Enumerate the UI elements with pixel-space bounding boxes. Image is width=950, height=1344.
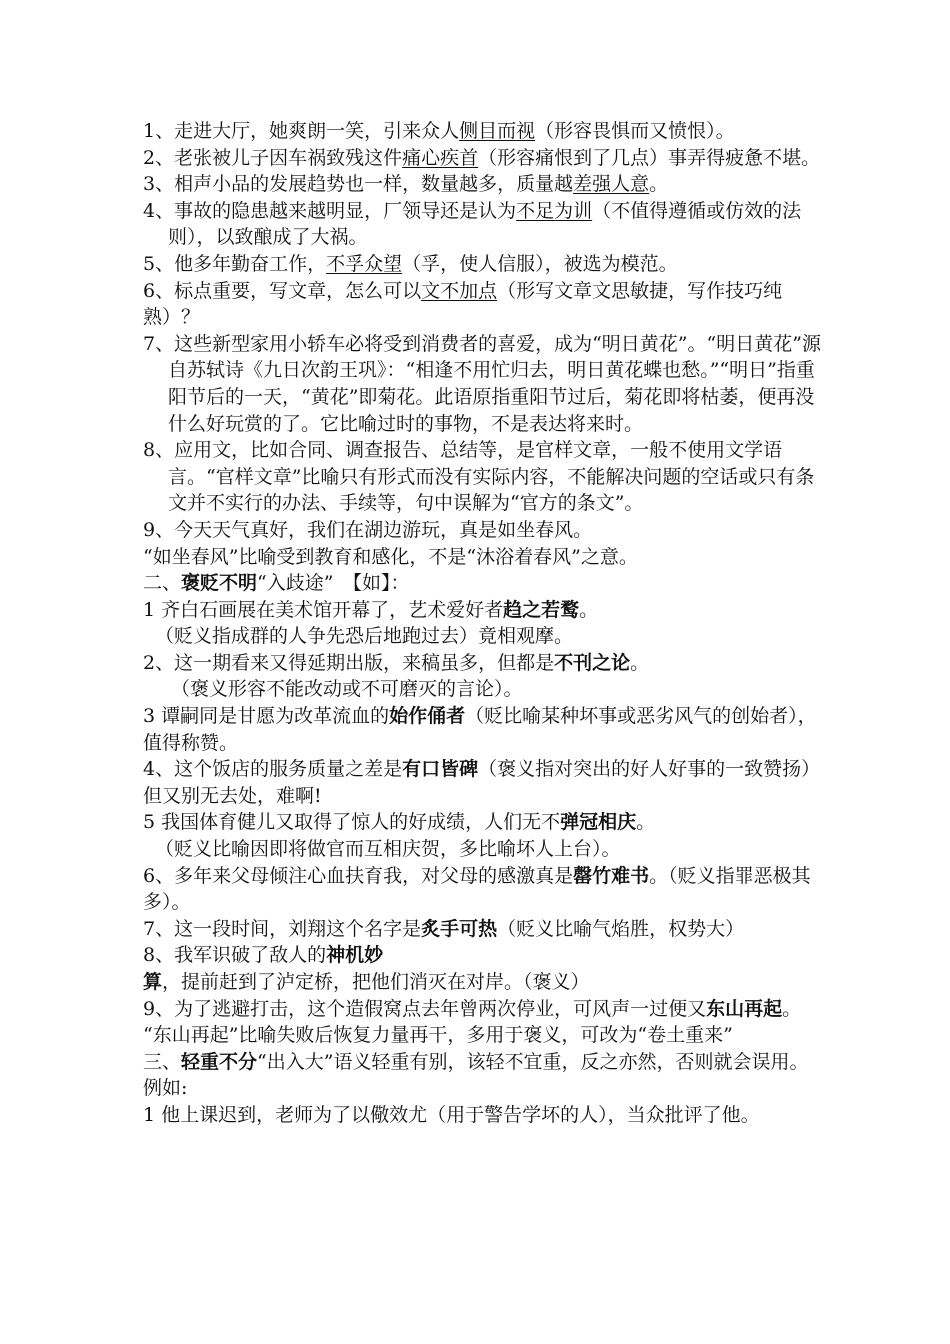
example-2-note: （褒义形容不能改动或不可磨灭的言论）。 — [171, 678, 523, 701]
text: 5 我国体育健儿又取得了惊人的好成绩，人们无不 — [143, 811, 561, 834]
document-page — [143, 118, 823, 1129]
text: 3 谭嗣同是甘愿为改革流血的 — [143, 705, 390, 728]
text: 。 — [782, 997, 802, 1020]
section-2-heading — [143, 570, 823, 597]
item-1 — [143, 118, 823, 145]
heading-bold: 褒贬不明 — [181, 572, 258, 595]
idiom: 趋之若鹜 — [503, 598, 580, 621]
example-9 — [143, 996, 823, 1023]
section-3-example-1: 1 他上课迟到，老师为了以儆效尤（用于警告学坏的人），当众批评了他。 — [143, 1103, 760, 1126]
section-3-heading — [143, 1049, 823, 1102]
idiom: 不足为训 — [516, 199, 593, 222]
text: 2、老张被儿子因车祸致残这件 — [143, 146, 403, 169]
text: 9、为了逃避打击，这个造假窝点去年曾两次停业，可风声一过便又 — [143, 997, 707, 1020]
example-7 — [143, 916, 823, 943]
text: 4、这个饭店的服务质量之差是 — [143, 758, 403, 781]
item-9-note: “如坐春风”比喻受到教育和感化，不是“沐浴着春风”之意。 — [143, 545, 638, 568]
text: 。 — [649, 173, 669, 196]
item-4 — [143, 198, 823, 251]
idiom: 差强人意 — [573, 173, 650, 196]
item-5 — [143, 251, 823, 278]
example-5 — [143, 809, 823, 836]
text: （形容痛恨到了几点）事弄得疲惫不堪。 — [478, 146, 821, 169]
idiom: 不刊之论 — [554, 651, 631, 674]
idiom: 不孚众望 — [326, 252, 403, 275]
text: 1 齐白石画展在美术馆开幕了，艺术爱好者 — [143, 598, 504, 621]
example-2 — [143, 650, 823, 677]
idiom: 文不加点 — [421, 279, 498, 302]
idiom: 侧目而视 — [459, 120, 536, 142]
item-6 — [143, 278, 823, 331]
example-4 — [143, 756, 823, 809]
text: 。 — [579, 598, 599, 621]
text: 三、 — [143, 1050, 182, 1073]
example-5-note: （贬义比喻因即将做官而互相庆贺，多比喻坏人上台）。 — [155, 838, 621, 861]
text: 二、 — [143, 572, 182, 595]
idiom: 痛心疾首 — [402, 146, 479, 169]
text: 6、标点重要，写文章，怎么可以 — [143, 279, 422, 302]
item-7: 7、这些新型家用小轿车必将受到消费者的喜爱，成为“明日黄花”。“明日黄花”源自苏轼诗《九日次韵王巩》：“相逢不用忙归去，明日黄花蝶也愁。”“明日”指重阳节后的一天，“黄花”即菊花。此语原指重阳节过后，菊花即将枯萎，便再没什么好玩赏的了。它比喻过时的事物，不是表达将来时。 — [143, 332, 821, 435]
text: 1、走进大厅，她爽朗一笑，引来众人 — [143, 120, 460, 142]
text: “出入大”语义轻重有别，该轻不宜重，反之亦然，否则就会误用。例如: — [143, 1050, 809, 1100]
text: （形写文章文思敏捷，写作技巧纯熟）？ — [143, 279, 783, 329]
idiom: 罄竹难书 — [573, 864, 650, 887]
item-9: 9、今天天气真好，我们在湖边游玩，真是如坐春风。 — [143, 518, 593, 541]
text: 。 — [630, 651, 650, 674]
text: （贬义比喻气焰胜，权势大） — [497, 917, 745, 940]
heading-bold: 轻重不分 — [181, 1050, 258, 1073]
text: 6、多年来父母倾注心血扶育我，对父母的感激真是 — [143, 864, 574, 887]
text: （孚，使人信服），被选为模范。 — [402, 252, 678, 275]
idiom: 神机妙算 — [143, 944, 384, 993]
text: 8、我军识破了敌人的 — [143, 944, 327, 967]
text: 2、这一期看来又得延期出版，来稿虽多，但都是 — [143, 651, 555, 674]
idiom: 弹冠相庆 — [560, 811, 637, 834]
text: 5、他多年勤奋工作， — [143, 252, 327, 275]
text: （形容畏惧而又愤恨）。 — [535, 120, 735, 142]
text: 。（贬义指罪恶极其多）。 — [143, 864, 811, 914]
item-8: 8、应用文，比如合同、调查报告、总结等，是官样文章，一般不使用文学语言。“官样文章”比喻只有形式而没有实际内容，不能解决问题的空话或只有条文并不实行的办法、手续等，句中误解为“官方的条文”。 — [143, 439, 815, 515]
text: ，提前赶到了泸定桥，把他们消灭在对岸。（褒义） — [162, 971, 590, 993]
text: 3、相声小品的发展趋势也一样，数量越多，质量越 — [143, 173, 574, 196]
text: 4、事故的隐患越来越明显，厂领导还是认为 — [143, 199, 517, 222]
idiom: 有口皆碑 — [402, 758, 479, 781]
text: （不值得遵循或仿效的法则），以致酿成了大祸。 — [168, 199, 802, 249]
text: 7、这一段时间，刘翔这个名字是 — [143, 917, 422, 940]
text: （褒义指对突出的好人好事的一致赞扬）但又别无去处，难啊! — [143, 758, 821, 807]
text: （贬比喻某种坏事或恶劣风气的创始者），值得称赞。 — [143, 705, 817, 754]
text: “入歧途” 【如】： — [257, 572, 410, 595]
example-1-note: （贬义指成群的人争先恐后地跑过去）竟相观摩。 — [155, 625, 574, 648]
example-3 — [143, 703, 823, 756]
text: 。 — [636, 811, 656, 834]
item-3 — [143, 171, 823, 198]
example-1 — [143, 597, 823, 624]
example-6 — [143, 863, 823, 916]
example-8 — [143, 942, 823, 995]
idiom: 始作俑者 — [389, 705, 466, 728]
idiom: 炙手可热 — [421, 917, 498, 940]
item-2 — [143, 145, 823, 172]
example-9-note: “东山再起”比喻失败后恢复力量再干，多用于褒义，可改为“卷土重来” — [143, 1024, 733, 1047]
idiom: 东山再起 — [706, 997, 783, 1020]
